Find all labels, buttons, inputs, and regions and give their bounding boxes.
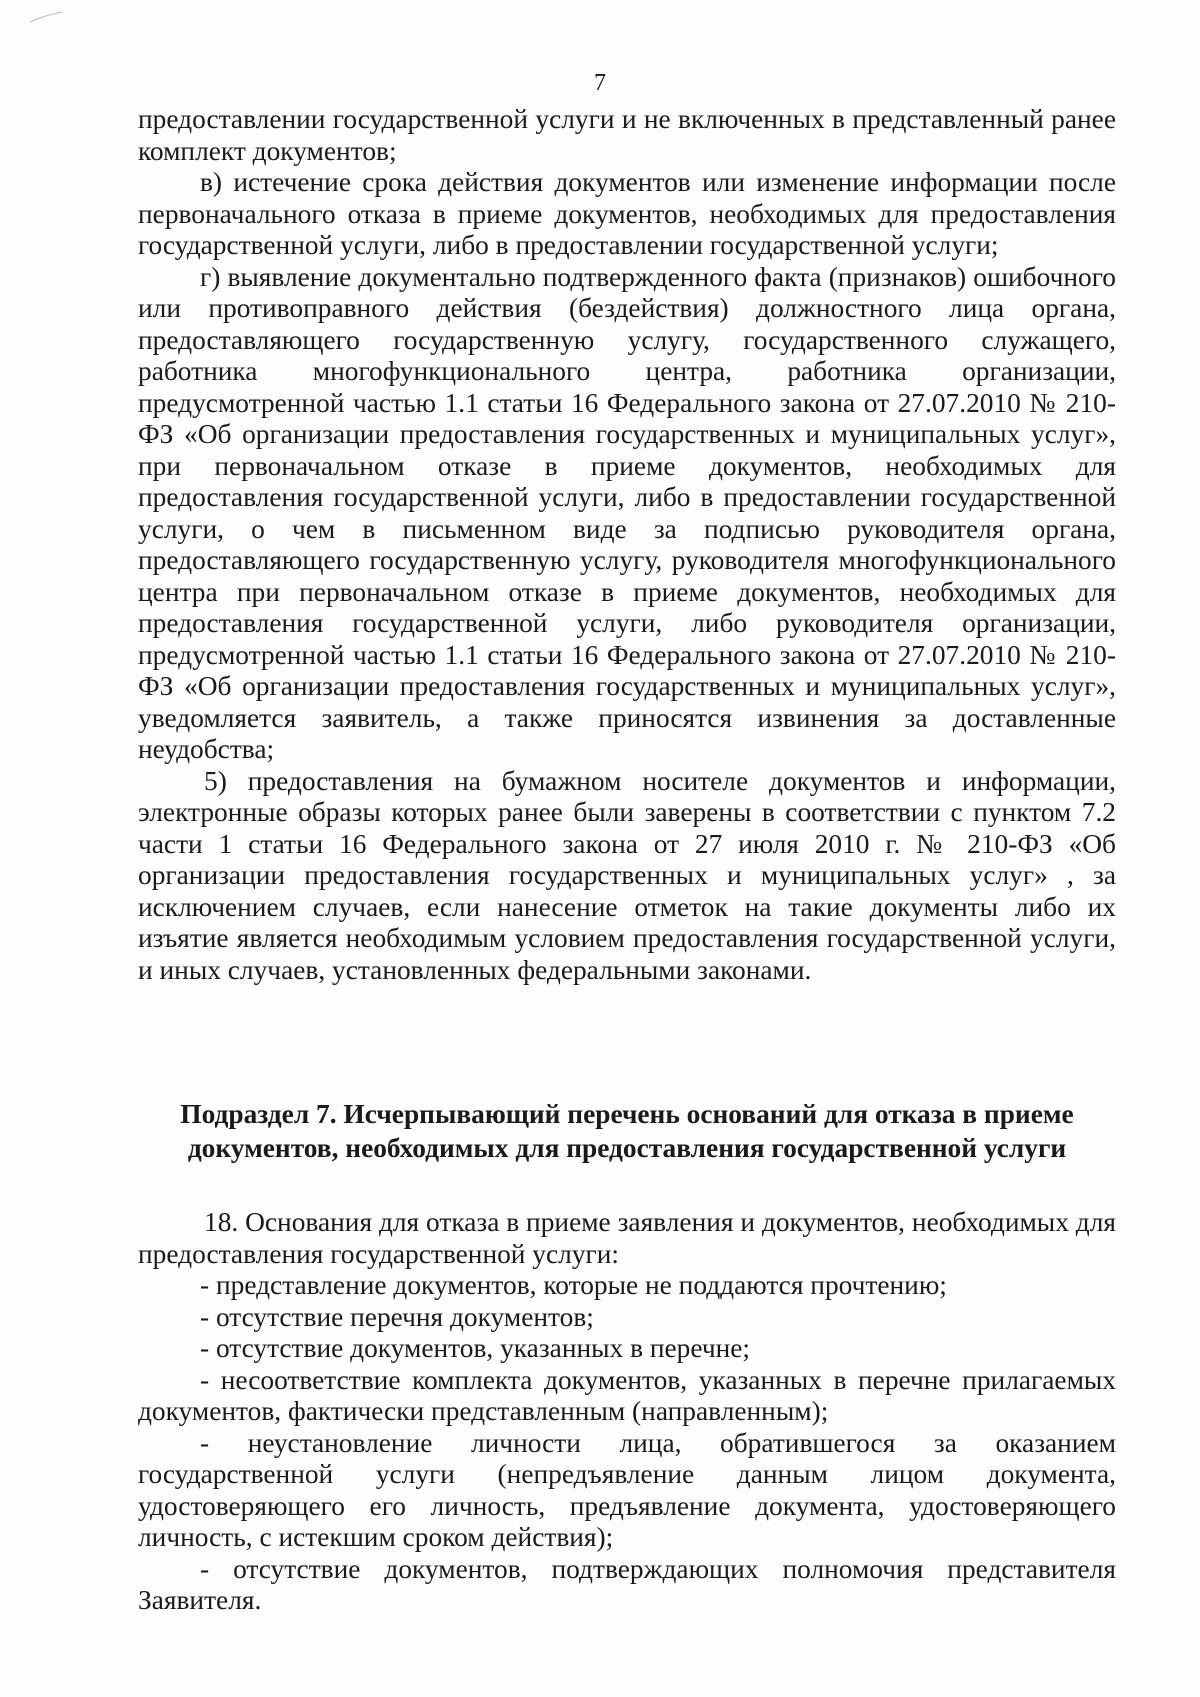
list-item: - представление документов, которые не поддаются прочтению; (200, 1270, 947, 1300)
paragraph-item-v: в) истечение срока действия документов или изменение информации после первоначального отказа в приеме документов, необходимых для предоставления государственной услуги, либо в предоставлении государственной услуги; (138, 167, 1116, 260)
list-item: - отсутствие документов, указанных в перечне; (200, 1333, 751, 1363)
section-title-line-1: Подраздел 7. Исчерпывающий перечень оснований для отказа в приеме (180, 1099, 1074, 1129)
list-item: - неустановление личности лица, обратившегося за оказанием государственной услуги (непредъявление данным лицом документа, удостоверяющего его личность, предъявление документа, удостоверяющего личность, с истекшим сроком действия); (138, 1427, 1116, 1552)
page-number: 7 (594, 70, 606, 96)
list-item: - несоответствие комплекта документов, указанных в перечне прилагаемых документов, фактически представленным (направленным); (138, 1364, 1116, 1426)
paragraph-clause-18: 18. Основания для отказа в приеме заявления и документов, необходимых для предоставления государственной услуги: (138, 1207, 1116, 1269)
paragraph-continuation: предоставлении государственной услуги и не включенных в представленный ранее комплект документов; (138, 104, 1116, 166)
scan-mark-icon (28, 10, 64, 24)
section-title-line-2: документов, необходимых для предоставления государственной услуги (187, 1133, 1067, 1163)
section-title (138, 1097, 1116, 1165)
paragraph-item-5: 5) предоставления на бумажном носителе документов и информации, электронные образы которых ранее были заверены в соответствии с пунктом 7.2 части 1 статьи 16 Федерального закона от 27 июля 2010 г. № 210-ФЗ «Об организации предоставления государственных и муниципальных услуг» , за исключением случаев, если нанесение отметок на такие документы либо их изъятие является необходимым условием предоставления государственной услуги, и иных случаев, установленных федеральными законами. (138, 765, 1116, 985)
paragraph-item-g: г) выявление документально подтвержденного факта (признаков) ошибочного или противоправного действия (бездействия) должностного лица органа, предоставляющего государственную услугу, государственного служащего, работника многофункционального центра, работника организации, предусмотренной частью 1.1 статьи 16 Федерального закона от 27.07.2010 № 210-ФЗ «Об организации предоставления государственных и муниципальных услуг», при первоначальном отказе в приеме документов, необходимых для предоставления государственной услуги, либо в предоставлении государственной услуги, о чем в письменном виде за подписью руководителя органа, предоставляющего государственную услугу, руководителя многофункционального центра при первоначальном отказе в приеме документов, необходимых для предоставления государственной услуги, либо руководителя организации, предусмотренной частью 1.1 статьи 16 Федерального закона от 27.07.2010 № 210-ФЗ «Об организации предоставления государственных и муниципальных услуг», уведомляется заявитель, а также приносятся извинения за доставленные неудобства; (138, 261, 1116, 764)
body-text-bottom (138, 1207, 1116, 1617)
body-text-top (138, 104, 1116, 986)
list-item: - отсутствие перечня документов; (200, 1301, 594, 1332)
list-item: - отсутствие документов, подтверждающих полномочия представителя Заявителя. (138, 1553, 1116, 1615)
